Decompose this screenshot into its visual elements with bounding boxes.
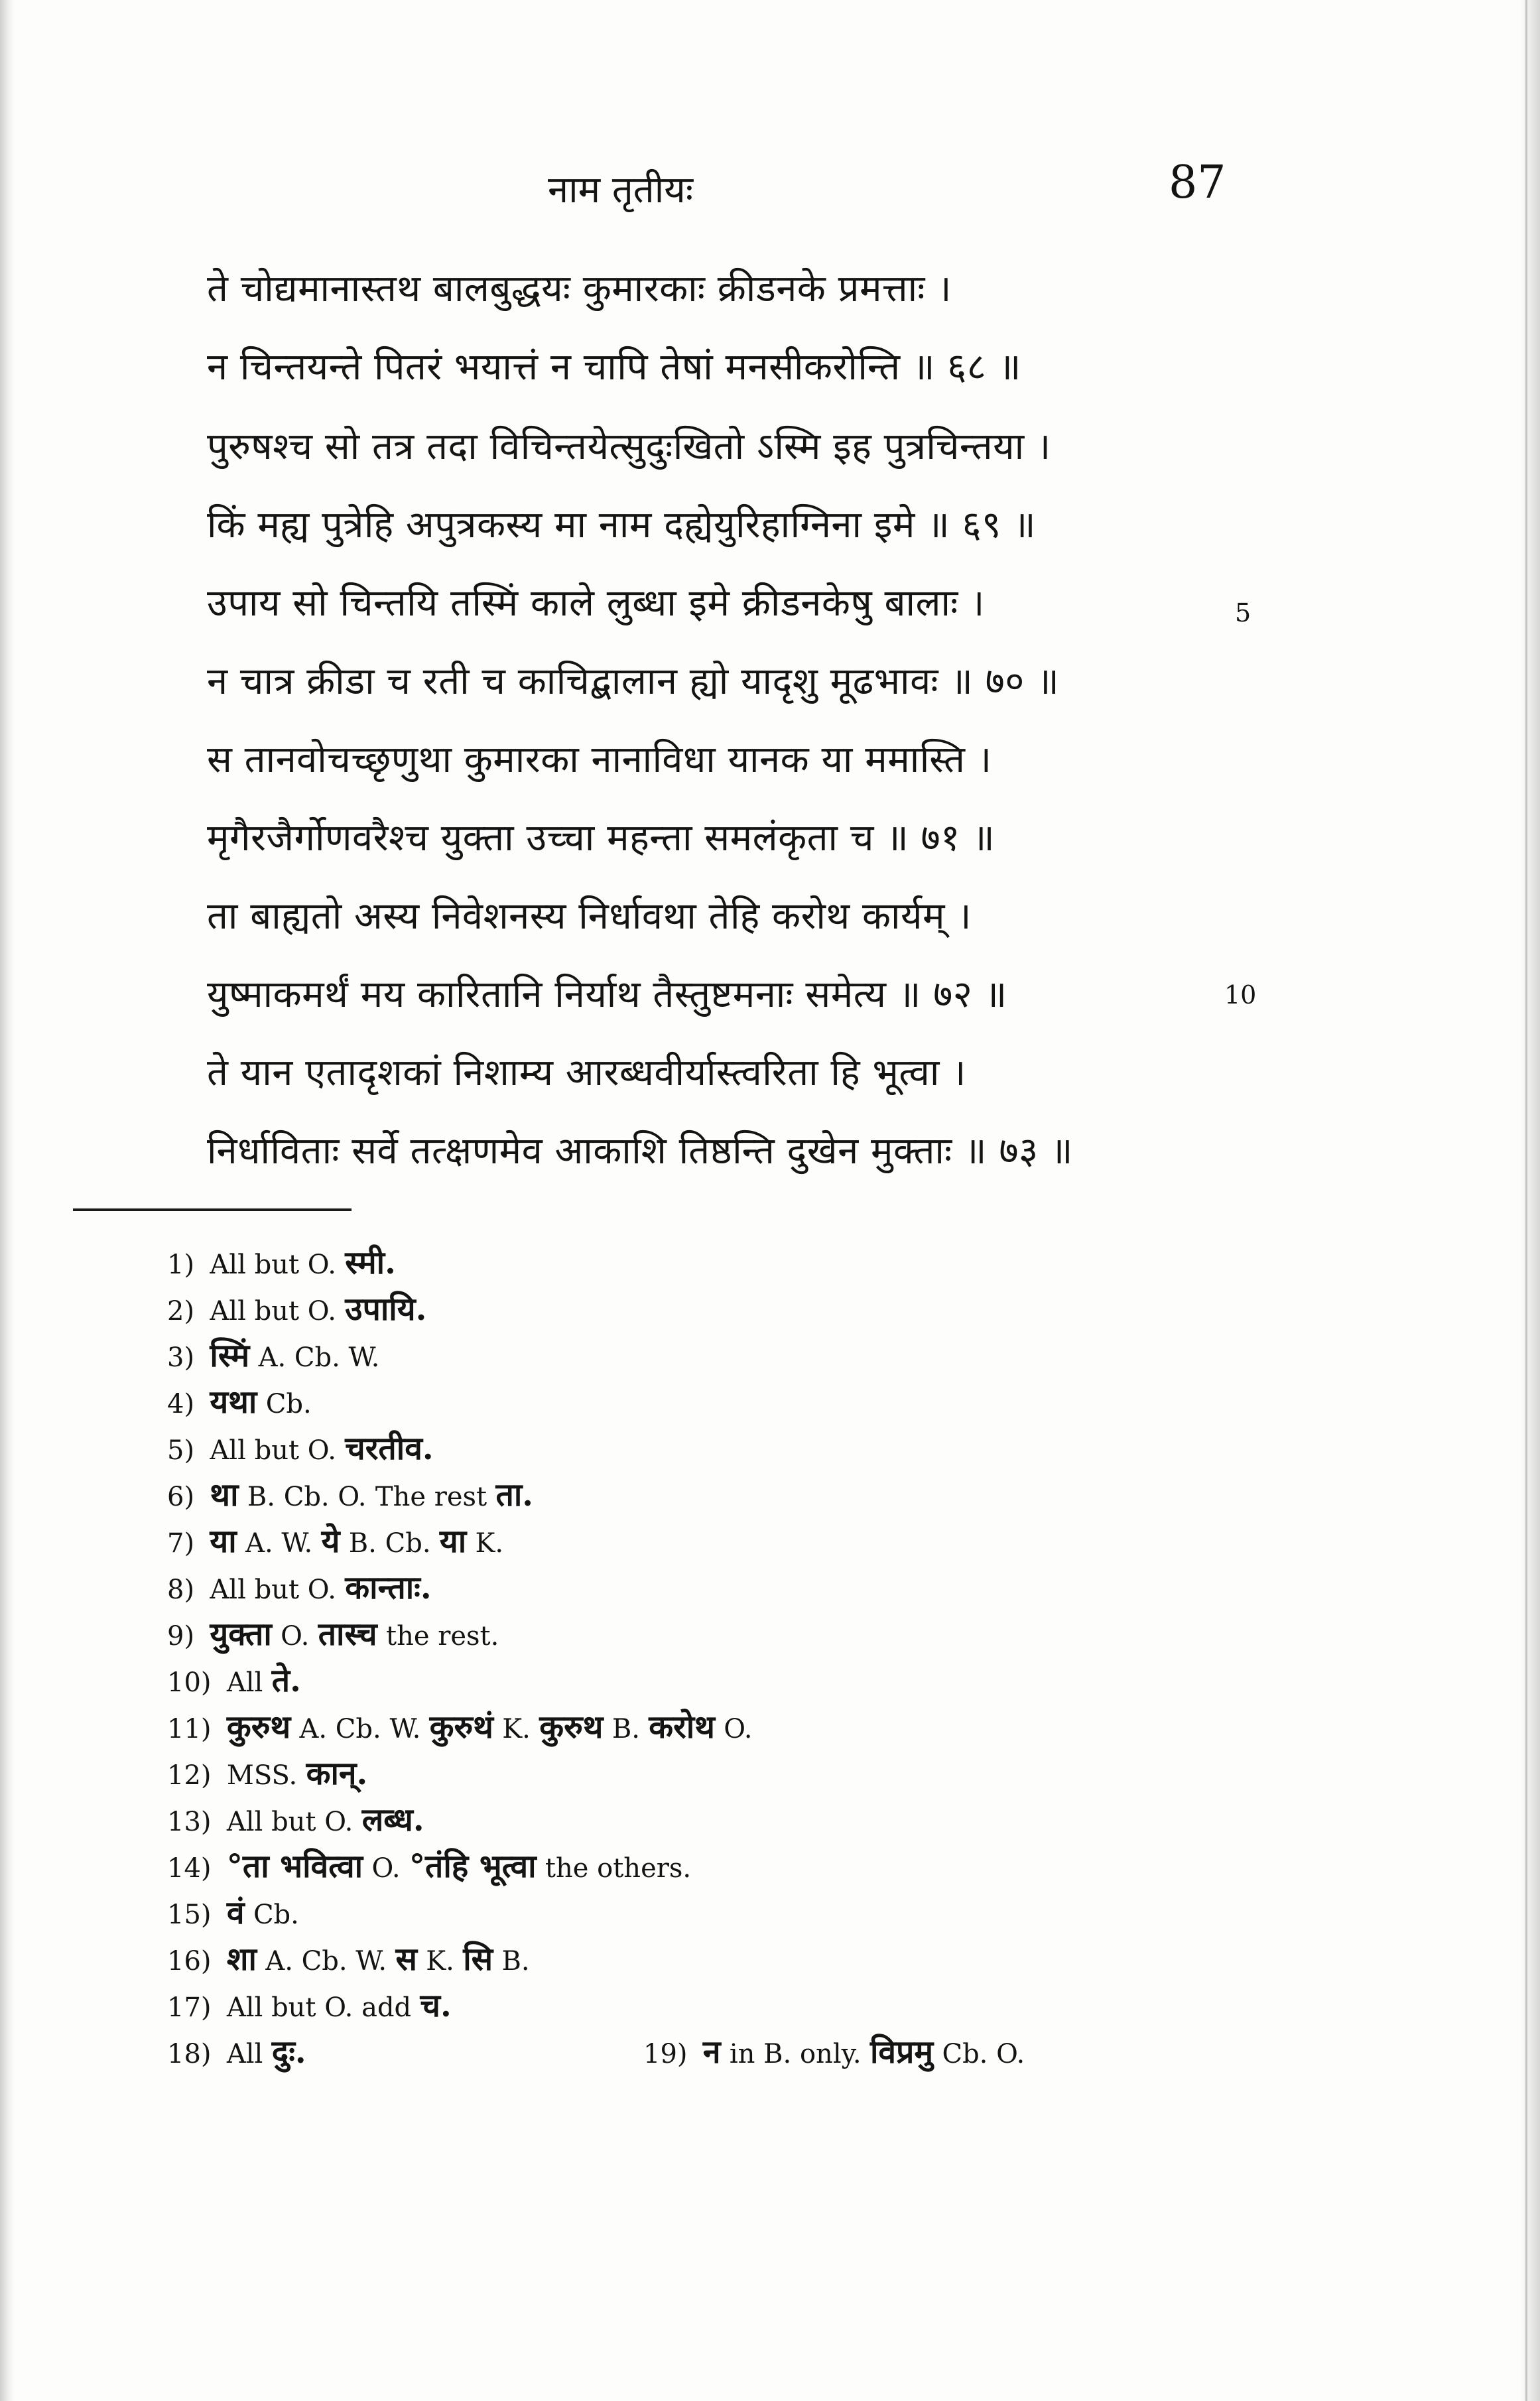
footnote-reading: ता. xyxy=(495,1476,533,1514)
footnote-text: the rest. xyxy=(386,1621,499,1652)
page-number: 87 xyxy=(1169,157,1226,209)
footnote-number: 7) xyxy=(167,1528,195,1559)
footnote-number: 14) xyxy=(167,1853,212,1884)
footnote-reading: कान्. xyxy=(306,1755,368,1792)
footnote-text: All xyxy=(226,2039,263,2069)
footnote-reading: या xyxy=(439,1523,467,1560)
footnote xyxy=(167,1337,380,1374)
footnote-reading: युक्ता xyxy=(210,1616,272,1653)
footnote-text: O. xyxy=(371,1853,401,1884)
footnote-text: A. Cb. W. xyxy=(299,1714,421,1744)
footnote-text: A. Cb. W. xyxy=(265,1946,387,1977)
footnote-reading: कुरुथ xyxy=(226,1709,291,1746)
footnote-number: 2) xyxy=(167,1296,195,1327)
verse-line: स तानवोचच्छृणुथा कुमारका नानाविधा यानक या ममास्ति । xyxy=(207,738,992,781)
footnote-text: All but O. xyxy=(210,1435,336,1466)
verse-line: युष्माकमर्थं मय कारितानि निर्याथ तैस्तुष्टमनाः समेत्य ॥ ७२ ॥ xyxy=(207,973,1007,1016)
footnote-number: 18) xyxy=(167,2039,212,2069)
footnote-number: 12) xyxy=(167,1760,212,1791)
footnote-reading: चरतीव. xyxy=(345,1430,434,1467)
verse-line: न चात्र क्रीडा च रती च काचिद्बालान ह्यो यादृशु मूढभावः ॥ ७० ॥ xyxy=(207,660,1060,703)
footnote-text: MSS. xyxy=(226,1760,298,1791)
footnote-number: 13) xyxy=(167,1807,212,1837)
footnote xyxy=(167,1709,753,1746)
footnote xyxy=(167,2034,306,2071)
footnote-text: All but O. add xyxy=(226,1992,412,2023)
footnote xyxy=(167,1476,533,1514)
footnote-number: 17) xyxy=(167,1992,212,2023)
footnote-reading: °ता भवित्वा xyxy=(226,1848,363,1885)
footnote-reading: कुरुथं xyxy=(429,1709,493,1746)
page-edge-right xyxy=(1520,0,1540,2401)
footnote xyxy=(167,1569,432,1606)
footnote-text: A. W. xyxy=(245,1528,313,1559)
line-number: 10 xyxy=(1224,980,1257,1009)
footnote xyxy=(167,1662,301,1699)
footnote xyxy=(643,2034,1025,2071)
verse-line: पुरुषश्च सो तत्र तदा विचिन्तयेत्सुदुःखितो ऽस्मि इह पुत्रचिन्तया । xyxy=(207,425,1051,468)
footnote xyxy=(167,1523,504,1560)
footnote xyxy=(167,1848,692,1885)
footnote-text: B. Cb. O. xyxy=(247,1482,367,1512)
footnote-text: the others. xyxy=(545,1853,692,1884)
footnote-text: K. xyxy=(475,1528,504,1559)
verse-line: निर्धाविताः सर्वे तत्क्षणमेव आकाशि तिष्ठन्ति दुखेन मुक्ताः ॥ ७३ ॥ xyxy=(207,1130,1073,1173)
footnote-reading: लब्ध. xyxy=(361,1801,424,1839)
footnote-reading: कुरुथ xyxy=(539,1709,604,1746)
footnote-reading: न xyxy=(702,2034,721,2071)
footnote xyxy=(167,1801,424,1839)
footnote-number: 16) xyxy=(167,1946,212,1977)
footnote-text: Cb. O. xyxy=(942,2039,1025,2069)
footnote-reading: °तंहि भूत्वा xyxy=(409,1848,537,1885)
footnote-text: B. Cb. xyxy=(348,1528,431,1559)
footnote-text: All but O. xyxy=(210,1296,336,1327)
footnote-number: 8) xyxy=(167,1575,195,1605)
footnote-number: 5) xyxy=(167,1435,195,1466)
footnote-text: B. xyxy=(611,1714,640,1744)
footnote-text: All but O. xyxy=(210,1575,336,1605)
footnote-reading: था xyxy=(210,1476,239,1514)
footnote-reading: स xyxy=(395,1941,417,1978)
footnote-text: O. xyxy=(724,1714,753,1744)
footnote-text: All but O. xyxy=(210,1250,336,1280)
footnote-number: 11) xyxy=(167,1714,212,1744)
running-head: नाम तृतीयः xyxy=(548,168,694,212)
footnote-reading: विप्रमु xyxy=(869,2034,934,2071)
footnote xyxy=(167,1291,427,1328)
footnote-reading: सि xyxy=(463,1941,493,1978)
footnote-text: K. xyxy=(426,1946,454,1977)
footnote-text: in B. only. xyxy=(729,2039,862,2069)
footnote-number: 6) xyxy=(167,1482,195,1512)
footnote-text: All but O. xyxy=(226,1807,353,1837)
footnote-text: Cb. xyxy=(265,1389,312,1419)
footnote xyxy=(167,1894,299,1931)
footnote-number: 19) xyxy=(643,2039,688,2069)
footnote xyxy=(167,1755,368,1792)
footnote xyxy=(167,1616,499,1653)
footnote-reading: स्मिं xyxy=(210,1337,250,1374)
footnote-text: O. xyxy=(281,1621,310,1652)
footnote-text: Cb. xyxy=(253,1900,299,1930)
verse-line: ता बाह्यतो अस्य निवेशनस्य निर्धावथा तेहि करोथ कार्यम् । xyxy=(207,895,972,938)
footnote-text: K. xyxy=(502,1714,531,1744)
footnote-text: All xyxy=(226,1667,263,1698)
footnote-reading: शा xyxy=(226,1941,257,1978)
footnote-number: 1) xyxy=(167,1250,195,1280)
footnote-reading: करोथ xyxy=(649,1709,715,1746)
footnote-number: 3) xyxy=(167,1342,195,1373)
verse-line: मृगैरजैर्गोणवरैश्च युक्ता उच्चा महन्ता समलंकृता च ॥ ७१ ॥ xyxy=(207,816,995,860)
footnote-reading: ते. xyxy=(271,1662,301,1699)
footnote-rule xyxy=(73,1208,352,1211)
line-number: 5 xyxy=(1235,598,1251,627)
footnote-reading: च. xyxy=(420,1987,452,2024)
footnote-reading: वं xyxy=(226,1894,245,1931)
footnote-reading: स्मी. xyxy=(345,1244,396,1281)
footnote xyxy=(167,1384,312,1421)
footnote-reading: ये xyxy=(321,1523,340,1560)
footnote-number: 15) xyxy=(167,1900,212,1930)
verse-line: ते यान एतादृशकां निशाम्य आरब्धवीर्यास्त्वरिता हि भूत्वा । xyxy=(207,1051,966,1094)
footnote-reading: या xyxy=(210,1523,237,1560)
footnote-number: 4) xyxy=(167,1389,195,1419)
footnote-text: The rest xyxy=(375,1482,487,1512)
footnote-number: 10) xyxy=(167,1667,212,1698)
footnote-number: 9) xyxy=(167,1621,195,1652)
footnote-reading: यथा xyxy=(210,1384,257,1421)
verse-line: उपाय सो चिन्तयि तस्मिं काले लुब्धा इमे क्रीडनकेषु बालाः । xyxy=(207,582,985,625)
footnote xyxy=(167,1987,452,2024)
footnote-reading: कान्ताः. xyxy=(345,1569,432,1606)
verse-line: ते चोद्यमानास्तथ बालबुद्धयः कुमारकाः क्रीडनके प्रमत्ताः । xyxy=(207,267,952,310)
footnote xyxy=(167,1244,396,1281)
footnote-text: B. xyxy=(501,1946,530,1977)
verse-line: न चिन्तयन्ते पितरं भयात्तं न चापि तेषां मनसीकरोन्ति ॥ ६८ ॥ xyxy=(207,346,1021,389)
footnote-reading: उपायि. xyxy=(345,1291,427,1328)
footnote-reading: तास्च xyxy=(318,1616,377,1653)
footnote-reading: दुः. xyxy=(271,2034,306,2071)
footnote-text: A. Cb. W. xyxy=(258,1342,380,1373)
page-edge-left xyxy=(0,0,15,2401)
footnote xyxy=(167,1430,434,1467)
footnote xyxy=(167,1941,530,1978)
verse-line: किं मह्य पुत्रेहि अपुत्रकस्य मा नाम दह्येयुरिहाग्निना इमे ॥ ६९ ॥ xyxy=(207,503,1037,547)
